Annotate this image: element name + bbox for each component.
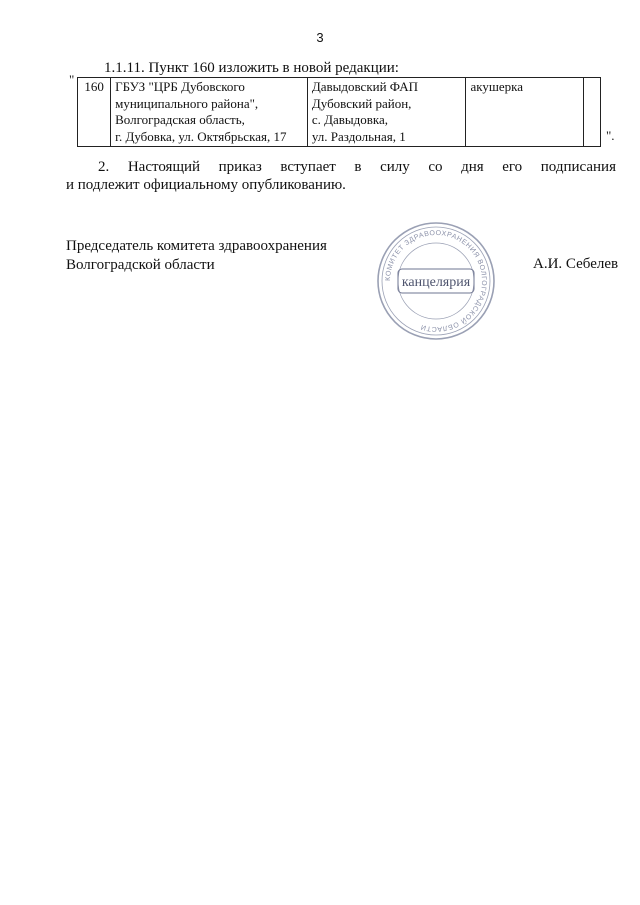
word: дня [461,159,484,175]
word: со [428,159,443,175]
stamp-ring-text: КОМИТЕТ ЗДРАВООХРАНЕНИЯ ВОЛГОГРАДСКОЙ ОБЛАСТИ [384,229,488,333]
paragraph-2-line-1 [66,158,616,176]
stamp-center-text: канцелярия [401,275,471,290]
word: 2. [98,159,110,175]
organization-line: ГБУЗ "ЦРБ Дубовского [115,79,245,94]
facility-line: Дубовский район, [311,95,412,111]
facility-cell [307,78,466,147]
organization-line: г. Дубовка, ул. Октябрьская, 17 [115,128,287,144]
organization-line: муниципального района", [115,95,259,111]
signatory-name: А.И. Себелев [533,256,619,272]
word: его [502,159,523,175]
table-row [78,78,601,147]
page-number: 3 [316,30,324,45]
word: силу [380,159,410,175]
facility-line: Давыдовский ФАП [311,79,419,94]
office-stamp [374,219,498,343]
facility-line: ул. Раздольная, 1 [311,128,406,144]
paragraph-2-line-2: и подлежит официальному опубликованию. [66,177,346,193]
organization-line: Волгоградская область, [115,112,245,127]
amendment-intro: 1.1.11. Пункт 160 изложить в новой редакции: [104,60,399,76]
amendment-table [77,77,601,147]
item-number-cell: 160 [78,78,111,147]
word: вступает [280,159,336,175]
word: подписания [540,159,616,175]
empty-cell [583,78,600,147]
word: в [354,159,362,175]
position-cell: акушерка [466,78,583,147]
organization-cell [111,78,308,147]
signatory-title-line: Волгоградской области [66,257,215,273]
facility-line: с. Давыдовка, [311,112,389,127]
paragraph-2 [66,158,616,194]
word: приказ [218,159,262,175]
quote-close-mark: ". [606,128,615,143]
signatory-title [66,237,327,275]
word: Настоящий [127,159,201,175]
quote-open-mark: " [69,72,75,87]
signatory-title-line: Председатель комитета здравоохранения [66,238,327,254]
